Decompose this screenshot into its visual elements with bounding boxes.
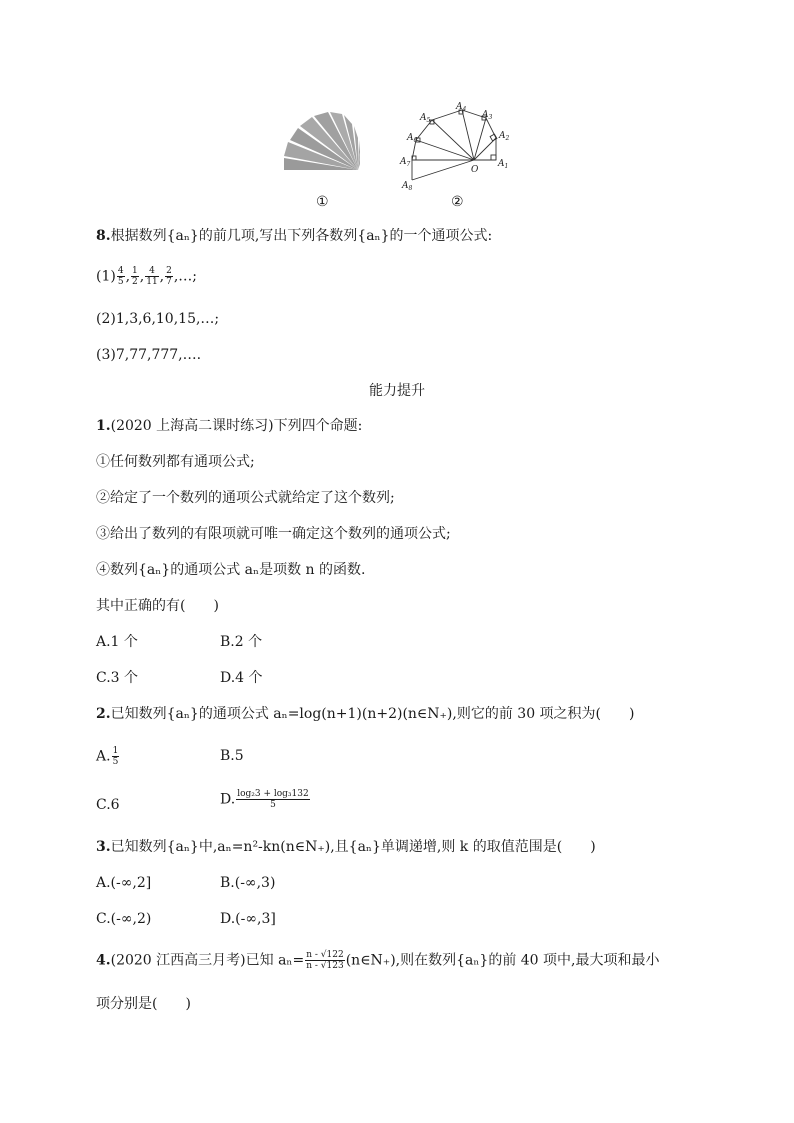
- label-A1: $A_1$: [498, 159, 509, 170]
- q2-number: 2.: [96, 706, 111, 722]
- label-A3: $A_3$: [482, 110, 493, 121]
- q2-stem-line: [96, 704, 634, 724]
- q8-part3: (3)7,77,777,….: [96, 347, 202, 363]
- q3-choice-a[interactable]: A.(-∞,2]: [96, 875, 152, 891]
- q2-choice-a[interactable]: [96, 746, 120, 767]
- q8-part2: (2)1,3,6,10,15,…;: [96, 311, 220, 327]
- label-O: O: [471, 165, 479, 175]
- q3-choice-d[interactable]: D.(-∞,3]: [220, 911, 276, 927]
- q3-number: 3.: [96, 839, 111, 855]
- q1-statement-3: ③给出了数列的有限项就可唯一确定这个数列的通项公式;: [96, 526, 451, 542]
- q1-statement-1: ①任何数列都有通项公式;: [96, 454, 255, 470]
- q1-stem-line: [96, 416, 362, 436]
- q3-stem-line: [96, 837, 596, 857]
- q4-source: (2020 江西高三月考): [110, 952, 246, 969]
- figure-2-spiral: [396, 98, 526, 194]
- section-title: 能力提升: [369, 383, 425, 399]
- label-A4: $A_4$: [456, 102, 467, 113]
- q2-choice-d-frac: $\frac{\text{log₂3 + log₃132}}{5}$: [237, 789, 309, 810]
- q2-choice-a-prefix: A.: [96, 748, 111, 765]
- q1-ask: 其中正确的有( ): [96, 598, 219, 614]
- q1-stem: 下列四个命题:: [273, 418, 363, 434]
- q2-stem: 已知数列{aₙ}的通项公式 aₙ=log(n+1)(n+2)(n∈N₊),则它的前 30 项之积为( ): [110, 706, 635, 722]
- q2-choice-d[interactable]: [220, 789, 311, 810]
- q2-choice-d-prefix: D.: [220, 791, 236, 808]
- q4-frac: $\frac{n - √122}{n - √123}$: [306, 950, 344, 971]
- label-A5: $A_5$: [420, 113, 431, 124]
- q8-part1-suffix: ,…;: [173, 268, 198, 285]
- q8-stem-line: [96, 226, 492, 246]
- q3-stem: 已知数列{aₙ}中,aₙ=n²-kn(n∈N₊),且{aₙ}单调递增,则 k 的取值范围是( ): [110, 839, 596, 855]
- q8-frac-2: $\frac{1}{2}$: [132, 266, 138, 287]
- q8-stem: 根据数列{aₙ}的前几项,写出下列各数列{aₙ}的一个通项公式:: [110, 228, 493, 244]
- figure-2-label: ②: [451, 194, 464, 210]
- q8-frac-4: $\frac{2}{7}$: [166, 266, 172, 287]
- q4-stem-c: 项分别是( ): [96, 996, 191, 1012]
- q8-part1: (1) $\frac{4}{5}$ , $\frac{1}{2}$ , $\frac{4}{11}$ , $\frac{2}{7}$ ,…;: [96, 266, 198, 287]
- figure-1-fan: [276, 108, 366, 174]
- figure-1-label: ①: [316, 194, 329, 210]
- q3-choice-b[interactable]: B.(-∞,3): [220, 875, 276, 891]
- q1-source: (2020 上海高二课时练习): [110, 418, 274, 434]
- q4-number: 4.: [96, 952, 111, 969]
- label-A8: $A_8$: [402, 181, 413, 192]
- q4-stem-b: (n∈N₊),则在数列{aₙ}的前 40 项中,最大项和最小: [345, 952, 660, 969]
- q8-frac-3: $\frac{4}{11}$: [146, 266, 158, 287]
- q8-part1-prefix: (1): [96, 268, 116, 285]
- label-A7: $A_7$: [400, 157, 411, 168]
- label-A6: $A_6$: [407, 133, 418, 144]
- q2-choice-b[interactable]: B.5: [220, 748, 244, 764]
- q1-number: 1.: [96, 418, 111, 434]
- q8-number: 8.: [96, 228, 111, 244]
- q4-stem-a: 已知 aₙ=: [245, 952, 305, 969]
- q2-choice-c[interactable]: C.6: [96, 797, 120, 813]
- q1-choice-a[interactable]: A.1 个: [96, 634, 138, 650]
- q1-choice-c[interactable]: C.3 个: [96, 670, 139, 686]
- q2-choice-a-frac: $\frac{1}{5}$: [112, 746, 119, 767]
- q1-statement-4: ④数列{aₙ}的通项公式 aₙ是项数 n 的函数.: [96, 562, 366, 578]
- q3-choice-c[interactable]: C.(-∞,2): [96, 911, 152, 927]
- q1-choice-b[interactable]: B.2 个: [220, 634, 263, 650]
- q4-stem-line: [96, 950, 660, 971]
- q8-frac-1: $\frac{4}{5}$: [117, 266, 124, 287]
- q1-choice-d[interactable]: D.4 个: [220, 670, 263, 686]
- label-A2: $A_2$: [499, 131, 510, 142]
- q1-statement-2: ②给定了一个数列的通项公式就给定了这个数列;: [96, 490, 395, 506]
